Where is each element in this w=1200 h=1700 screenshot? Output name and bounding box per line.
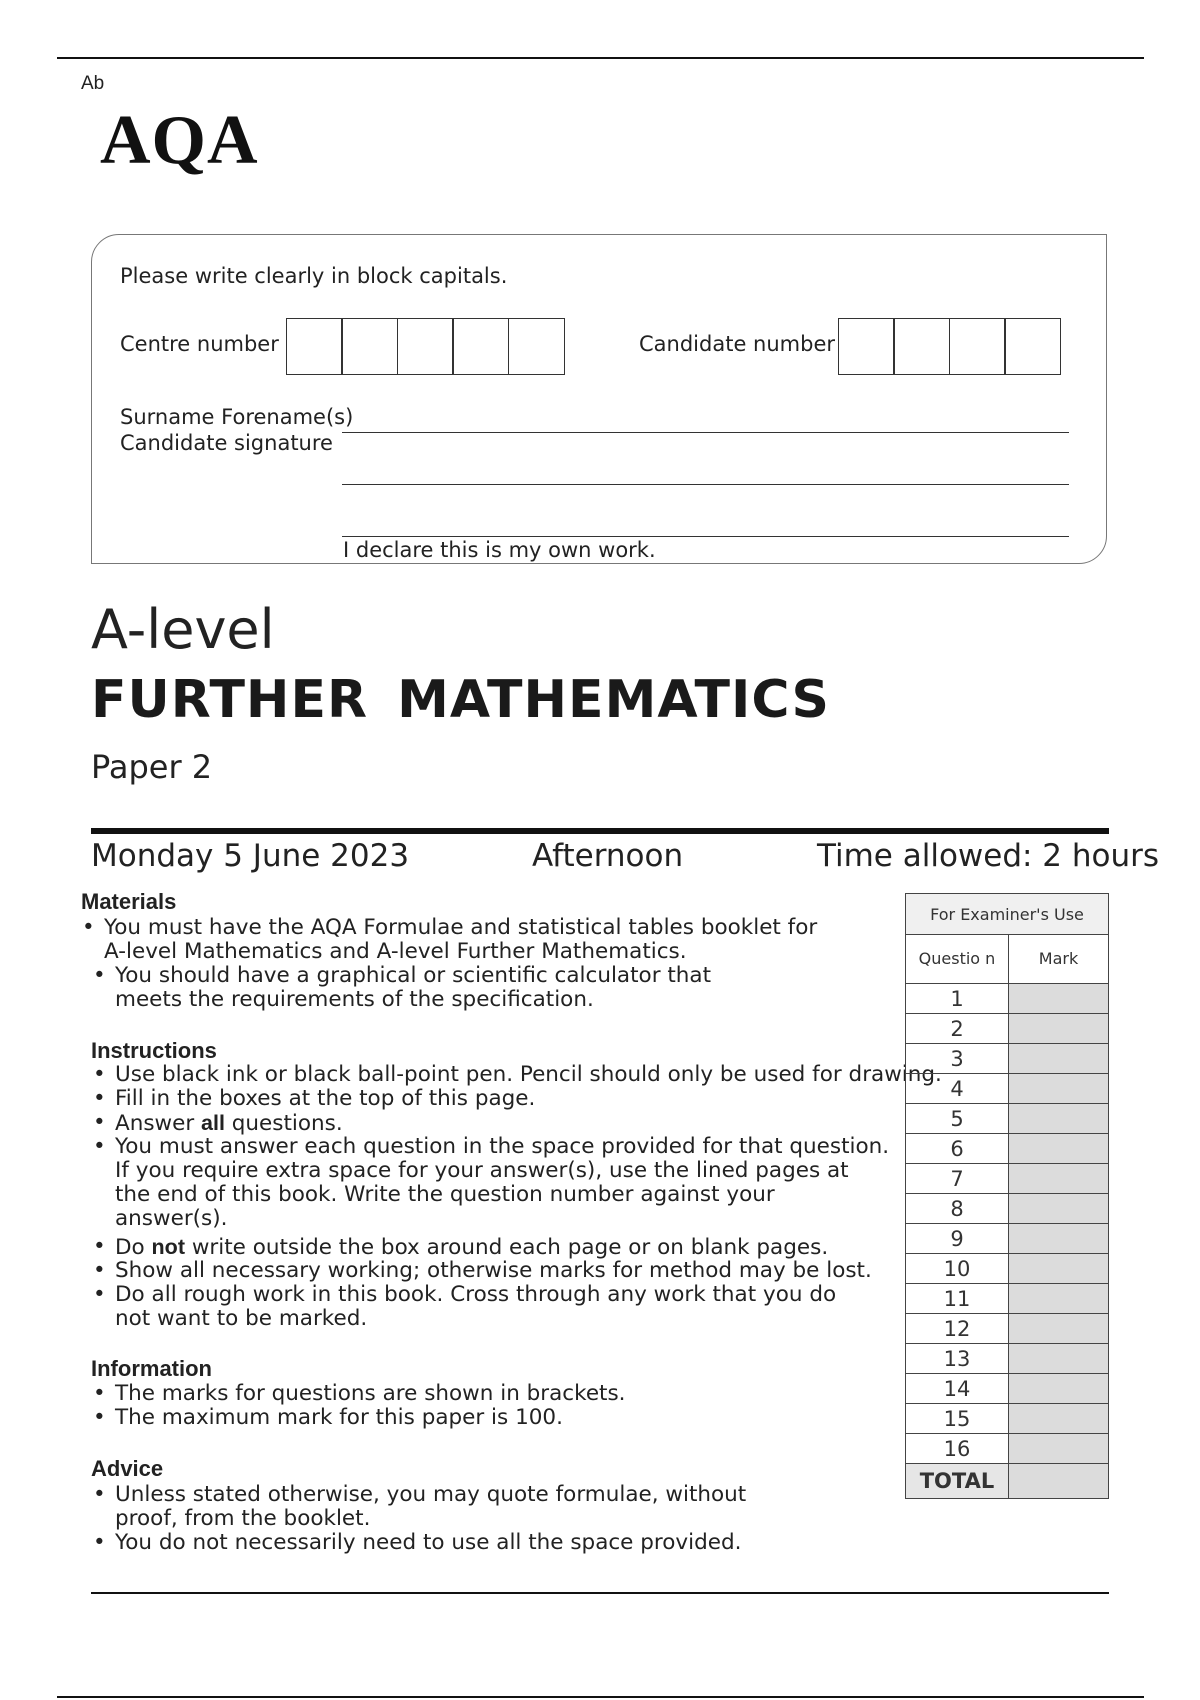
aqa-logo: AQA xyxy=(100,102,259,179)
question-number: 16 xyxy=(906,1434,1009,1464)
mark-cell xyxy=(1009,1074,1109,1104)
candidate-number-field[interactable] xyxy=(839,318,1061,375)
candidate-digit-box[interactable] xyxy=(949,318,1006,375)
question-number: 2 xyxy=(906,1014,1009,1044)
mark-cell xyxy=(1009,1134,1109,1164)
top-rule xyxy=(57,57,1144,59)
question-column-header: Questio n xyxy=(906,935,1009,984)
instruction-item: • You must answer each question in the space provided for that question. If you require extra space for your answer(s), use the lined pages at the end of this book. Write the question number against your answer(s). xyxy=(93,1134,890,1231)
information-item: • The marks for questions are shown in brackets. xyxy=(93,1381,626,1406)
advice-heading: Advice xyxy=(91,1456,164,1481)
question-number: 9 xyxy=(906,1224,1009,1254)
candidate-number-label: Candidate number xyxy=(639,332,835,356)
question-number: 13 xyxy=(906,1344,1009,1374)
mark-cell xyxy=(1009,1374,1109,1404)
information-item: • The maximum mark for this paper is 100. xyxy=(93,1405,563,1430)
mark-cell xyxy=(1009,1224,1109,1254)
candidate-digit-box[interactable] xyxy=(838,318,895,375)
paper-code: Ab xyxy=(81,73,105,94)
centre-digit-box[interactable] xyxy=(397,318,454,375)
instruction-item: • Fill in the boxes at the top of this page. xyxy=(93,1086,536,1111)
materials-heading: Materials xyxy=(81,889,177,914)
materials-item: • You should have a graphical or scientific calculator that meets the requirements of the specification. xyxy=(93,963,712,1012)
instruction-item: • Answer all questions. xyxy=(93,1110,343,1136)
surname-line[interactable] xyxy=(342,432,1069,433)
mark-cell xyxy=(1009,984,1109,1014)
instruction-item: • Do all rough work in this book. Cross through any work that you do not want to be marked. xyxy=(93,1282,837,1331)
question-number: 15 xyxy=(906,1404,1009,1434)
question-number: 6 xyxy=(906,1134,1009,1164)
question-number: 1 xyxy=(906,984,1009,1014)
centre-number-label: Centre number xyxy=(120,332,279,356)
total-mark-cell xyxy=(1009,1464,1109,1499)
advice-item: • You do not necessarily need to use all the space provided. xyxy=(93,1530,742,1555)
centre-number-field[interactable] xyxy=(287,318,565,375)
centre-digit-box[interactable] xyxy=(452,318,509,375)
mark-cell xyxy=(1009,1404,1109,1434)
candidate-digit-box[interactable] xyxy=(893,318,950,375)
question-number: 12 xyxy=(906,1314,1009,1344)
total-label: TOTAL xyxy=(906,1464,1009,1499)
question-number: 3 xyxy=(906,1044,1009,1074)
names-label: Surname Forename(s) xyxy=(120,405,354,429)
forenames-line[interactable] xyxy=(342,484,1069,485)
title-divider xyxy=(91,828,1109,834)
exam-session: Afternoon xyxy=(532,838,684,874)
mark-cell xyxy=(1009,1164,1109,1194)
materials-item: • You must have the AQA Formulae and statistical tables booklet for A-level Mathematics and A-level Further Mathematics. xyxy=(82,915,818,964)
question-number: 11 xyxy=(906,1284,1009,1314)
instruction-item: • Use black ink or black ball-point pen. Pencil should only be used for drawing. xyxy=(93,1062,942,1087)
examiners-use-table xyxy=(905,893,1109,1499)
centre-digit-box[interactable] xyxy=(341,318,398,375)
centre-digit-box[interactable] xyxy=(286,318,343,375)
signature-label: Candidate signature xyxy=(120,431,333,455)
mark-cell xyxy=(1009,1014,1109,1044)
question-number: 14 xyxy=(906,1374,1009,1404)
question-number: 8 xyxy=(906,1194,1009,1224)
centre-digit-box[interactable] xyxy=(508,318,565,375)
qualification-level: A-level xyxy=(91,598,275,661)
instruction-item: • Show all necessary working; otherwise marks for method may be lost. xyxy=(93,1258,872,1283)
question-number: 10 xyxy=(906,1254,1009,1284)
instructions-heading: Instructions xyxy=(91,1038,217,1063)
mark-column-header: Mark xyxy=(1009,935,1109,984)
examiners-use-title: For Examiner's Use xyxy=(906,894,1109,935)
time-allowed: Time allowed: 2 hours xyxy=(817,838,1160,874)
block-capitals-instruction: Please write clearly in block capitals. xyxy=(120,264,508,288)
question-number: 5 xyxy=(906,1104,1009,1134)
question-number: 7 xyxy=(906,1164,1009,1194)
subject-title: FURTHER MATHEMATICS xyxy=(91,670,830,730)
declaration-text: I declare this is my own work. xyxy=(343,538,656,562)
mark-cell xyxy=(1009,1104,1109,1134)
mark-cell xyxy=(1009,1314,1109,1344)
mark-cell xyxy=(1009,1044,1109,1074)
advice-item: • Unless stated otherwise, you may quote formulae, without proof, from the booklet. xyxy=(93,1482,747,1531)
question-number: 4 xyxy=(906,1074,1009,1104)
mark-cell xyxy=(1009,1284,1109,1314)
exam-date: Monday 5 June 2023 xyxy=(91,838,410,874)
instruction-item: • Do not write outside the box around each page or on blank pages. xyxy=(93,1234,829,1260)
bottom-rule xyxy=(57,1696,1144,1698)
mark-cell xyxy=(1009,1434,1109,1464)
mark-cell xyxy=(1009,1344,1109,1374)
mark-cell xyxy=(1009,1194,1109,1224)
candidate-details-box xyxy=(91,234,1107,564)
mark-cell xyxy=(1009,1254,1109,1284)
paper-number: Paper 2 xyxy=(91,748,213,786)
candidate-digit-box[interactable] xyxy=(1004,318,1061,375)
information-heading: Information xyxy=(91,1356,212,1381)
footer-rule xyxy=(91,1592,1109,1594)
signature-line[interactable] xyxy=(342,536,1069,537)
